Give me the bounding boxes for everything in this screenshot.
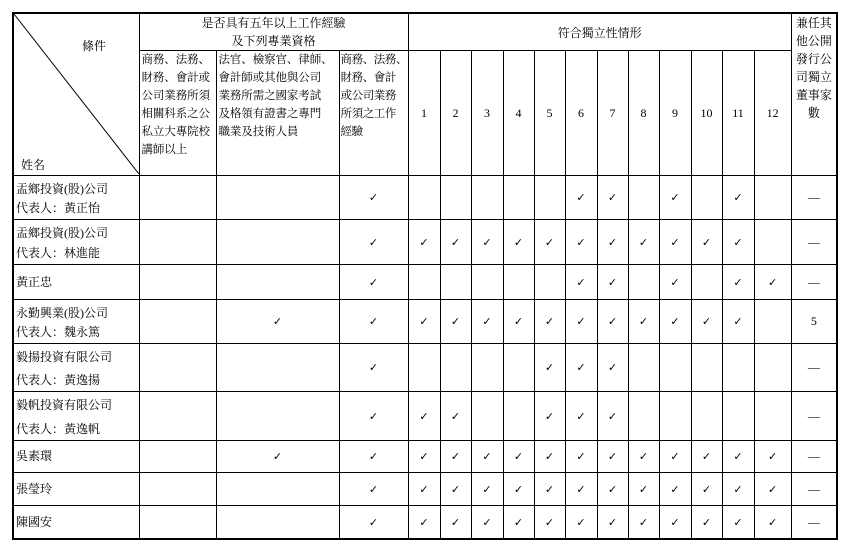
independence-criterion-number: 6: [565, 51, 597, 176]
criteria-label: 條件: [82, 39, 107, 53]
qualification-3-check: ✓: [339, 473, 408, 506]
independence-criterion-9-check: [659, 344, 691, 392]
independence-criterion-10-check: ✓: [691, 506, 722, 540]
director-name: 毅揚投資有限公司: [16, 350, 113, 364]
independence-criterion-8-check: [628, 344, 659, 392]
independence-criterion-8-check: ✓: [628, 506, 659, 540]
independence-criterion-12-check: [754, 220, 791, 265]
independence-criterion-9-check: ✓: [659, 220, 691, 265]
independence-criterion-4-check: [503, 392, 534, 441]
independence-criterion-8-check: [628, 265, 659, 300]
independence-criterion-2-check: [440, 176, 471, 220]
independence-criterion-4-check: ✓: [503, 473, 534, 506]
director-name-block: [14, 220, 139, 264]
directorships-header-line: 數: [807, 106, 820, 120]
header-row-top: [13, 13, 837, 51]
director-name-block: [14, 344, 139, 391]
independence-criterion-8-check: [628, 392, 659, 441]
qualification-header-line: 經驗: [340, 126, 363, 138]
independence-criterion-12-check: ✓: [754, 506, 791, 540]
qualification-3-check: ✓: [339, 265, 408, 300]
independence-criterion-1-check: ✓: [408, 473, 440, 506]
qualification-header-line: 相關科系之公: [141, 108, 210, 120]
qualification-3-check: ✓: [339, 344, 408, 392]
independence-criterion-number: 9: [659, 51, 691, 176]
qualification-header-line: 商務、法務、: [141, 54, 210, 66]
qualification-column-header-professional: [216, 51, 339, 176]
independence-criterion-12-check: [754, 392, 791, 441]
independence-criterion-11-check: ✓: [722, 220, 754, 265]
other-independent-directorships-count: —: [791, 176, 837, 220]
independence-criterion-11-check: [722, 392, 754, 441]
qualification-1-check: [139, 265, 216, 300]
independence-criterion-6-check: ✓: [565, 506, 597, 540]
independence-criterion-9-check: ✓: [659, 265, 691, 300]
director-name-block: [14, 300, 139, 343]
independence-criterion-number: 7: [597, 51, 628, 176]
qualification-2-check: ✓: [216, 300, 339, 344]
qualification-header-line: 商務、法務、: [340, 54, 408, 66]
qualification-2-check: [216, 344, 339, 392]
independence-criterion-11-check: ✓: [722, 506, 754, 540]
independence-criterion-2-check: ✓: [440, 300, 471, 344]
director-name-cell: [13, 220, 139, 265]
qualification-3-check: ✓: [339, 506, 408, 540]
qualification-3-check: ✓: [339, 300, 408, 344]
table-row: [13, 344, 837, 392]
independence-criterion-11-check: ✓: [722, 265, 754, 300]
independent-director-qualification-table: [12, 12, 838, 540]
document-page: [12, 12, 838, 540]
table-row: [13, 176, 837, 220]
other-independent-directorships-count: —: [791, 392, 837, 441]
independence-criterion-9-check: ✓: [659, 300, 691, 344]
qualification-2-check: [216, 220, 339, 265]
independence-criterion-5-check: [534, 265, 565, 300]
independence-criterion-7-check: ✓: [597, 300, 628, 344]
independence-criterion-3-check: ✓: [471, 506, 503, 540]
independence-criterion-3-check: [471, 265, 503, 300]
independence-criterion-2-check: ✓: [440, 473, 471, 506]
independence-criterion-8-check: [628, 176, 659, 220]
independence-criterion-5-check: ✓: [534, 473, 565, 506]
independence-criterion-10-check: [691, 344, 722, 392]
director-name: 永勤興業(股)公司: [16, 306, 108, 320]
independence-criterion-12-check: [754, 300, 791, 344]
independence-criterion-number: 1: [408, 51, 440, 176]
independence-criterion-3-check: ✓: [471, 441, 503, 473]
independence-criterion-1-check: [408, 176, 440, 220]
qualifications-group-header: [139, 13, 408, 51]
other-independent-directorships-count: —: [791, 265, 837, 300]
independence-criterion-4-check: [503, 344, 534, 392]
independence-criterion-7-check: ✓: [597, 176, 628, 220]
independence-criterion-7-check: ✓: [597, 344, 628, 392]
qualification-header-line: 財務、會計或: [141, 72, 210, 84]
qualification-header-line: 及格領有證書之專門: [218, 108, 322, 120]
independence-criterion-3-check: [471, 176, 503, 220]
independence-criterion-2-check: ✓: [440, 441, 471, 473]
director-name-cell: [13, 473, 139, 506]
qualification-1-check: [139, 300, 216, 344]
table-row: [13, 506, 837, 540]
directorships-header-line: 發行公: [795, 52, 832, 66]
director-name-cell: [13, 265, 139, 300]
independence-group-header: [408, 13, 791, 51]
other-independent-directorships-count: —: [791, 441, 837, 473]
qualification-1-check: [139, 220, 216, 265]
independence-criterion-10-check: [691, 265, 722, 300]
independence-criterion-4-check: ✓: [503, 300, 534, 344]
independence-criterion-6-check: ✓: [565, 220, 597, 265]
independence-criterion-7-check: ✓: [597, 265, 628, 300]
directorships-header-line: 兼任其: [795, 16, 832, 30]
independence-criterion-2-check: ✓: [440, 220, 471, 265]
independence-criterion-3-check: [471, 392, 503, 441]
qualification-1-check: [139, 506, 216, 540]
director-name: 陳國安: [16, 514, 53, 529]
independence-criterion-5-check: [534, 176, 565, 220]
other-independent-directorships-count: —: [791, 506, 837, 540]
director-name: 黃正忠: [16, 274, 53, 289]
representative-name: 代表人：黃正怡: [16, 201, 101, 215]
other-independent-directorships-count: —: [791, 344, 837, 392]
independence-criterion-2-check: ✓: [440, 392, 471, 441]
independence-criterion-4-check: ✓: [503, 441, 534, 473]
representative-name: 代表人：黃逸揚: [16, 373, 101, 387]
independence-criterion-4-check: ✓: [503, 506, 534, 540]
qualification-header-line: 私立大專院校: [141, 126, 210, 138]
director-name-cell: [13, 344, 139, 392]
qualification-header-line: 業務所需之國家考試: [218, 90, 322, 102]
independence-criterion-3-check: ✓: [471, 300, 503, 344]
independence-criterion-number: 10: [691, 51, 722, 176]
independence-criterion-7-check: ✓: [597, 392, 628, 441]
independence-criterion-12-check: ✓: [754, 473, 791, 506]
independence-criterion-number: 5: [534, 51, 565, 176]
director-name-cell: [13, 176, 139, 220]
independence-criterion-5-check: ✓: [534, 220, 565, 265]
independence-criterion-2-check: [440, 344, 471, 392]
independence-criterion-8-check: ✓: [628, 220, 659, 265]
independence-criterion-5-check: ✓: [534, 506, 565, 540]
independence-criterion-2-check: [440, 265, 471, 300]
representative-name: 代表人：魏永篤: [16, 325, 101, 339]
other-directorships-header: [791, 13, 837, 176]
independence-criterion-7-check: ✓: [597, 441, 628, 473]
independence-criterion-12-check: [754, 344, 791, 392]
other-independent-directorships-count: —: [791, 220, 837, 265]
qualification-2-check: [216, 392, 339, 441]
independence-criterion-10-check: [691, 176, 722, 220]
corner-header-cell: [13, 13, 139, 176]
director-name-block: [14, 392, 139, 440]
table-row: [13, 441, 837, 473]
independence-criterion-6-check: ✓: [565, 176, 597, 220]
diagonal-divider: [14, 14, 139, 174]
independence-criterion-12-check: ✓: [754, 441, 791, 473]
table-row: [13, 473, 837, 506]
director-name-block: [14, 176, 139, 219]
independence-criterion-10-check: ✓: [691, 300, 722, 344]
corner-header: [14, 14, 139, 174]
directorships-header-line: 他公開: [795, 34, 832, 48]
independence-header-text: 符合獨立性情形: [557, 25, 642, 40]
independence-criterion-5-check: ✓: [534, 344, 565, 392]
independence-criterion-10-check: ✓: [691, 473, 722, 506]
qualification-2-check: ✓: [216, 441, 339, 473]
independence-criterion-7-check: ✓: [597, 220, 628, 265]
table-body: [13, 176, 837, 540]
director-name-cell: [13, 392, 139, 441]
independence-criterion-6-check: ✓: [565, 344, 597, 392]
independence-criterion-5-check: ✓: [534, 441, 565, 473]
independence-criterion-11-check: ✓: [722, 176, 754, 220]
qualification-2-check: [216, 176, 339, 220]
independence-criterion-3-check: ✓: [471, 220, 503, 265]
independence-criterion-2-check: ✓: [440, 506, 471, 540]
other-independent-directorships-count: —: [791, 473, 837, 506]
independence-criterion-6-check: ✓: [565, 473, 597, 506]
representative-name: 代表人：林進能: [16, 246, 101, 260]
independence-criterion-11-check: ✓: [722, 441, 754, 473]
independence-criterion-9-check: ✓: [659, 441, 691, 473]
representative-name: 代表人：黃逸帆: [16, 422, 101, 436]
table-row: [13, 220, 837, 265]
independence-criterion-number: 3: [471, 51, 503, 176]
qualification-2-check: [216, 506, 339, 540]
director-name: 毅帆投資有限公司: [16, 398, 113, 412]
directorships-header-line: 司獨立: [795, 70, 832, 84]
independence-criterion-1-check: ✓: [408, 300, 440, 344]
name-label: 姓名: [21, 158, 46, 172]
director-name: 吳素環: [16, 449, 53, 463]
qualification-header-line: 或公司業務: [340, 90, 396, 102]
director-name: 盂鄉投資(股)公司: [16, 226, 108, 240]
table-row: [13, 392, 837, 441]
independence-criterion-1-check: ✓: [408, 220, 440, 265]
qualification-header-line: 會計師或其他與公司: [218, 72, 322, 84]
director-name-cell: [13, 300, 139, 344]
independence-criterion-7-check: ✓: [597, 473, 628, 506]
qualification-column-header-academic: [139, 51, 216, 176]
independence-criterion-number: 11: [722, 51, 754, 176]
table-row: [13, 265, 837, 300]
independence-criterion-4-check: [503, 176, 534, 220]
qualification-2-check: [216, 473, 339, 506]
independence-criterion-number: 12: [754, 51, 791, 176]
qualifications-header-line: 是否具有五年以上工作經驗: [201, 16, 346, 30]
director-name-block: [14, 441, 139, 472]
director-name-cell: [13, 441, 139, 473]
qualification-2-check: [216, 265, 339, 300]
independence-criterion-number: 4: [503, 51, 534, 176]
directorships-header-line: 董事家: [795, 88, 832, 102]
qualification-3-check: ✓: [339, 441, 408, 473]
independence-criterion-10-check: [691, 392, 722, 441]
independence-criterion-5-check: ✓: [534, 392, 565, 441]
qualification-header-line: 所須之工作: [340, 108, 396, 120]
qualification-1-check: [139, 441, 216, 473]
qualification-header-line: 講師以上: [141, 144, 188, 156]
independence-criterion-10-check: ✓: [691, 220, 722, 265]
independence-criterion-8-check: ✓: [628, 441, 659, 473]
independence-criterion-12-check: [754, 176, 791, 220]
director-name-cell: [13, 506, 139, 540]
independence-criterion-1-check: ✓: [408, 441, 440, 473]
qualification-header-line: 財務、會計: [340, 72, 396, 84]
independence-criterion-6-check: ✓: [565, 300, 597, 344]
director-name-block: [14, 265, 139, 299]
independence-criterion-5-check: ✓: [534, 300, 565, 344]
independence-criterion-8-check: ✓: [628, 473, 659, 506]
qualification-column-header-work-experience: [339, 51, 408, 176]
qualification-1-check: [139, 176, 216, 220]
qualification-1-check: [139, 392, 216, 441]
director-name: 張瑩玲: [16, 481, 53, 496]
independence-criterion-11-check: [722, 344, 754, 392]
director-name-block: [14, 473, 139, 505]
independence-criterion-6-check: ✓: [565, 441, 597, 473]
qualification-3-check: ✓: [339, 220, 408, 265]
independence-criterion-12-check: ✓: [754, 265, 791, 300]
independence-criterion-9-check: ✓: [659, 176, 691, 220]
independence-criterion-6-check: ✓: [565, 392, 597, 441]
independence-criterion-10-check: ✓: [691, 441, 722, 473]
independence-criterion-3-check: ✓: [471, 473, 503, 506]
independence-criterion-4-check: ✓: [503, 220, 534, 265]
independence-criterion-1-check: [408, 265, 440, 300]
independence-criterion-1-check: [408, 344, 440, 392]
independence-criterion-1-check: ✓: [408, 392, 440, 441]
independence-criterion-9-check: ✓: [659, 473, 691, 506]
independence-criterion-3-check: [471, 344, 503, 392]
qualification-header-line: 職業及技術人員: [218, 126, 299, 138]
other-independent-directorships-count: 5: [791, 300, 837, 344]
table-row: [13, 300, 837, 344]
qualification-1-check: [139, 473, 216, 506]
qualification-3-check: ✓: [339, 392, 408, 441]
independence-criterion-8-check: ✓: [628, 300, 659, 344]
independence-criterion-11-check: ✓: [722, 473, 754, 506]
independence-criterion-9-check: [659, 392, 691, 441]
qualifications-header-line: 及下列專業資格: [231, 34, 316, 48]
independence-criterion-9-check: ✓: [659, 506, 691, 540]
independence-criterion-number: 8: [628, 51, 659, 176]
independence-criterion-1-check: ✓: [408, 506, 440, 540]
independence-criterion-number: 2: [440, 51, 471, 176]
independence-criterion-7-check: ✓: [597, 506, 628, 540]
director-name: 盂鄉投資(股)公司: [16, 182, 108, 196]
independence-criterion-4-check: [503, 265, 534, 300]
independence-criterion-6-check: ✓: [565, 265, 597, 300]
qualification-1-check: [139, 344, 216, 392]
director-name-block: [14, 506, 139, 538]
qualification-header-line: 公司業務所須: [141, 90, 210, 102]
qualification-header-line: 法官、檢察官、律師、: [218, 54, 333, 66]
qualification-3-check: ✓: [339, 176, 408, 220]
independence-criterion-11-check: ✓: [722, 300, 754, 344]
